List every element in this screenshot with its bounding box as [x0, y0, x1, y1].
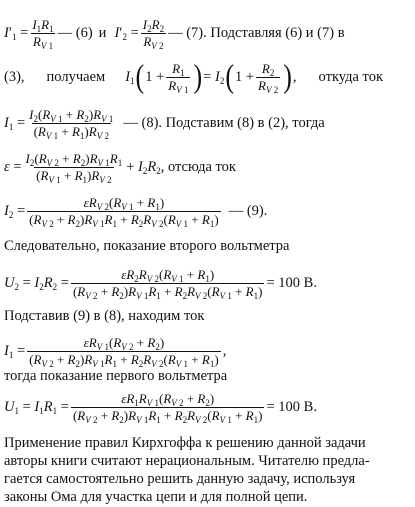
equation-6-7-line: [4, 17, 345, 51]
label-eq8: — (8). Подставим (8) в (2), тогда: [123, 114, 325, 131]
text-then-reading: тогда показание первого вольтметра: [4, 368, 228, 384]
paragraph-line: гается самостоятельно решить данную задачу, используя: [4, 471, 356, 487]
formula-i2: $I_2$ =: [4, 202, 26, 220]
formula-i1: $I_1$ =: [4, 114, 26, 132]
paragraph-line: авторы книги считают нерациональным. Читателю предла-: [4, 453, 370, 469]
equation-9-line: [4, 195, 268, 229]
fraction-r1-over-rv1: $R_1$ $R_{V 1}$: [168, 61, 189, 95]
fraction-r2-over-rv2: $R_2$ $R_{V 2}$: [258, 61, 279, 95]
label-eq9: — (9).: [228, 202, 268, 219]
fraction-i1-final: $\varepsilon R_{V 1}(R_{V 2} + R_2)$ $(R_{V 2} + R_2)R_{V 1}R_1 + R_2R_{V 2}(R_{V 1} + R_1)$: [29, 335, 219, 369]
ref-eq3: (3),: [4, 68, 25, 85]
fraction-u1: $\frac{\varepsilon R_1R_{V 1}(R_{V 2} + R_2)}{(R_{V 2} + R_2)R_{V 1}R_1 + R_2R_{V 2}(R_{V 1} + R_1)}$: [72, 391, 263, 425]
label-eq6: — (6): [57, 24, 93, 41]
equation-u2-line: [4, 267, 317, 301]
paragraph-line: Применение правил Кирхгоффа к решению данной задачи: [4, 435, 366, 451]
label-eq7: — (7). Подставляя (6) и (7) в: [168, 24, 345, 41]
paragraph-line: законы Ома для участка цепи и для полной цепи.: [4, 489, 308, 505]
word-whence-tok: откуда ток: [318, 68, 383, 85]
formula-i1-final: $I_1$ =: [4, 342, 26, 360]
fraction-u2: $\frac{\varepsilon R_2R_{V 2}(R_{V 1} + R_1)}{(R_{V 2} + R_2)R_{V 1}R_1 + R_2R_{V 2}(R_{V 1} + R_1)}$: [72, 267, 263, 301]
word-we-get: получаем: [46, 68, 106, 85]
equation-8-line: [4, 107, 325, 141]
word-hence-tok: , отсюда ток: [160, 158, 236, 175]
equation-balance-line: (3), получаем $I_1$ ( 1 + $R_1$ $R_{V 1}$ ) = $I_2$ ( 1 + $R_2$ $R_{V 2}$ ) , откуда ток: [4, 58, 383, 95]
fraction-eq8: $\frac{I_2(R_{V 1} + R_2)R_{V 1}}{(R_{V 1} + R_1)R_{V 2}}$: [29, 107, 114, 141]
word-and: и: [98, 24, 107, 41]
equation-emf-line: ε = $\frac{I_2(R_{V 2} + R_2)R_{V 1}R_1}{(R_{V 1} + R_1)R_{V 2}}$ + $I_2R_2$ , отсюда ток: [4, 151, 236, 185]
formula-i1-factor: $I_1$: [125, 68, 135, 86]
formula-u2: $U_2 = I_2R_2$ =: [4, 274, 69, 292]
fraction-emf: $\frac{I_2(R_{V 2} + R_2)R_{V 1}R_1}{(R_{V 1} + R_1)R_{V 2}}$: [25, 151, 123, 185]
fraction-i1r1-over-rv1: $\frac{I_1R_1}{R_{V 1}}$: [32, 17, 54, 51]
u1-result: = 100 В.: [266, 398, 317, 415]
formula-i1-prime: $I'_1$ =: [4, 24, 29, 42]
equation-i1-final-line: $I_1$ = $\varepsilon R_{V 1}(R_{V 2} + R_2)$ $(R_{V 2} + R_2)R_{V 1}R_1 + R_2R_{V 2}(R_{V 1} + R_1)$ ,: [4, 335, 227, 369]
fraction-i2r2-over-rv2: $\frac{I_2R_2}{R_{V 2}}$: [142, 17, 165, 51]
formula-i2-prime: $I'_2$ =: [114, 24, 139, 42]
formula-u1: $U_1 = I_1R_1$ =: [4, 398, 69, 416]
text-substituting: Подставив (9) в (8), находим ток: [4, 308, 205, 324]
formula-emf: ε =: [4, 158, 22, 175]
fraction-eq9: $\varepsilon R_{V 2}(R_{V 1} + R_1)$ $(R_{V 2} + R_2)R_{V 1}R_1 + R_2R_{V 2}(R_{V 1} + R_1)$: [29, 195, 219, 229]
equation-u1-line: [4, 391, 317, 425]
formula-i2-factor: $I_2$: [214, 68, 225, 86]
text-consequently: Следовательно, показание второго вольтметра: [4, 238, 290, 254]
closing-paragraph: [4, 434, 370, 506]
u2-result: = 100 В.: [266, 274, 317, 291]
